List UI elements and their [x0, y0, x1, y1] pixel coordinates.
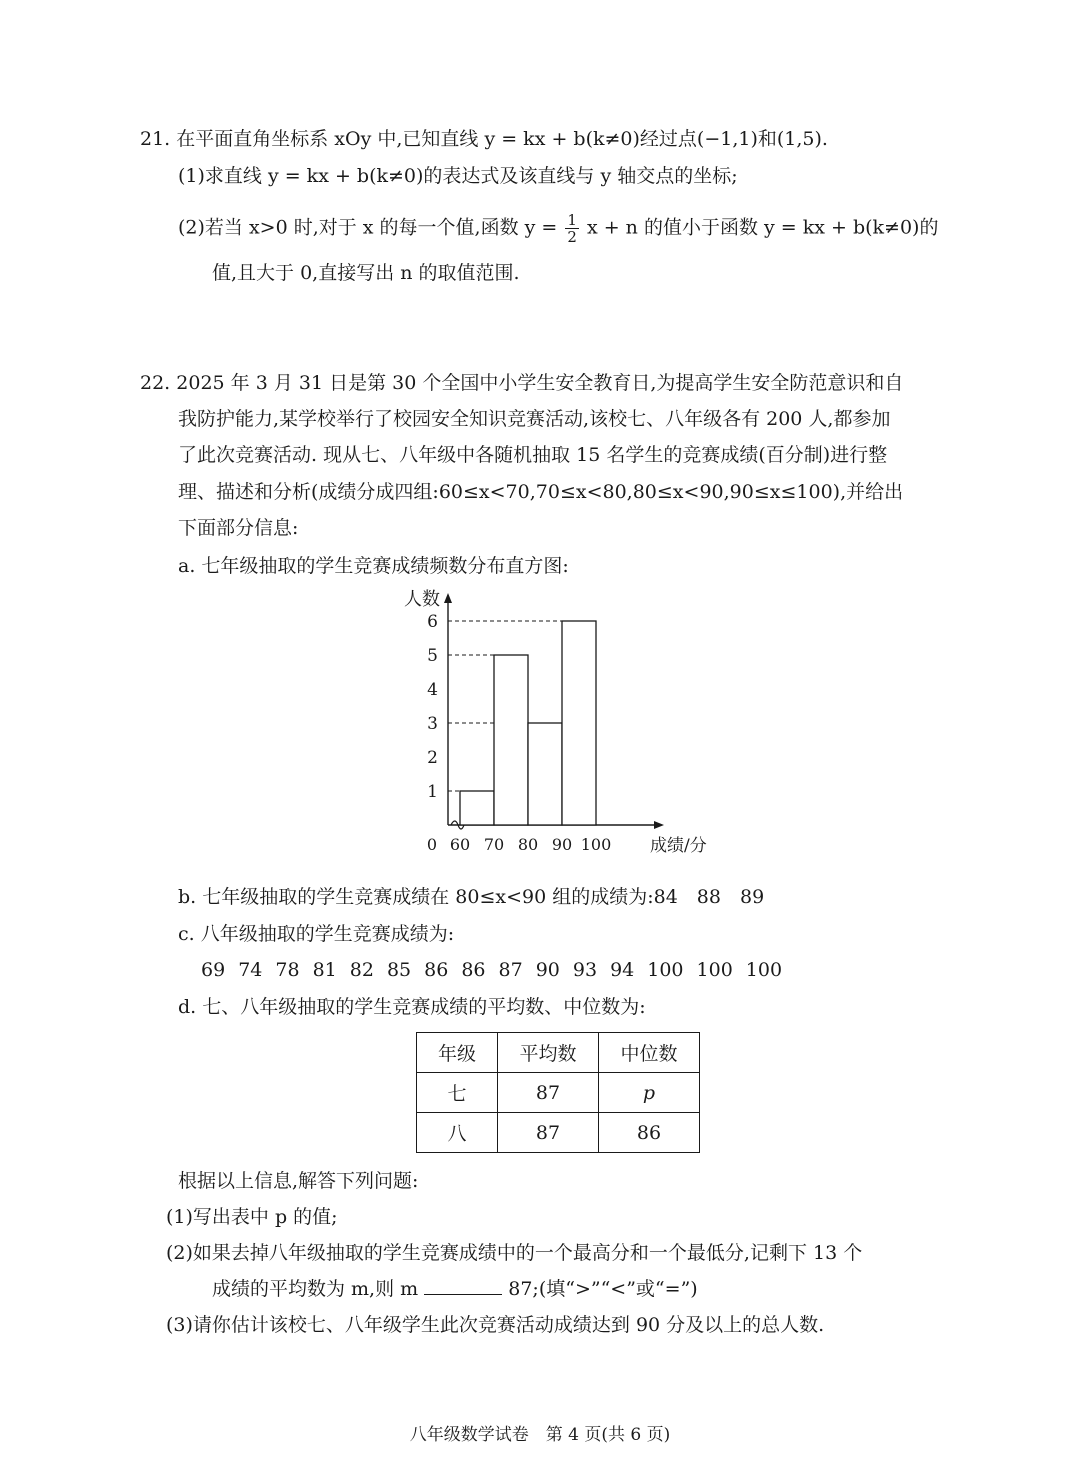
table-cell-mean: 87 [498, 1113, 599, 1153]
score-value: 100 [745, 959, 783, 981]
q21-number: 21. [140, 128, 171, 150]
score-value: 90 [535, 959, 560, 981]
table-cell-median: 86 [599, 1113, 700, 1153]
score-value: 85 [386, 959, 412, 981]
stats-table [416, 1032, 700, 1153]
q21-part1: (1)求直线 y = kx + b(k≠0)的表达式及该直线与 y 轴交点的坐标; [178, 165, 738, 187]
q22-d-label: d. 七、八年级抽取的学生竞赛成绩的平均数、中位数为: [178, 996, 646, 1018]
grade8-scores-list [201, 957, 795, 983]
table-row [417, 1113, 700, 1153]
q22-sub2-line-2 [212, 1276, 698, 1302]
q22-intro-line-4: 理、描述和分析(成绩分成四组:60≤x<70,70≤x<80,80≤x<90,90≤x≤100),并给出 [178, 481, 904, 503]
histogram-bar [562, 621, 596, 825]
q22-intro-line-5: 下面部分信息: [178, 517, 299, 539]
score-value: 78 [275, 959, 300, 981]
score-value: 82 [349, 959, 374, 981]
q22-sub3: (3)请你估计该校七、八年级学生此次竞赛活动成绩达到 90 分及以上的总人数. [166, 1314, 825, 1336]
q21-stem-line [140, 126, 828, 152]
y-tick-label: 4 [427, 680, 438, 700]
y-tick-label: 2 [427, 748, 438, 768]
score-value: 81 [312, 959, 337, 981]
fraction-denominator: 2 [567, 228, 577, 246]
x-tick-label: 100 [580, 835, 612, 854]
q22-a-label: a. 七年级抽取的学生竞赛成绩频数分布直方图: [178, 555, 569, 577]
table-header-median: 中位数 [599, 1033, 700, 1073]
table-cell-median: p [599, 1073, 700, 1113]
table-header-mean: 平均数 [498, 1033, 599, 1073]
score-value: 86 [461, 959, 486, 981]
x-tick-label: 70 [483, 835, 505, 854]
y-tick-label: 6 [427, 612, 438, 632]
origin-label: 0 [426, 835, 438, 854]
x-axis-arrow [654, 821, 664, 829]
q22-c-label: c. 八年级抽取的学生竞赛成绩为: [178, 923, 455, 945]
x-tick-label: 90 [551, 835, 573, 854]
y-tick-label: 1 [427, 782, 438, 802]
fraction-numerator: 1 [567, 211, 577, 229]
q22-b-label: b. 七年级抽取的学生竞赛成绩在 80≤x<90 组的成绩为:84 88 89 [178, 886, 765, 908]
histogram-chart [380, 585, 740, 870]
score-value: 86 [424, 959, 449, 981]
q22-intro-line-2: 我防护能力,某学校举行了校园安全知识竞赛活动,该校七、八年级各有 200 人,都参加 [178, 408, 891, 430]
score-value: 74 [238, 959, 263, 981]
score-value: 94 [610, 959, 635, 981]
y-tick-label: 3 [427, 714, 438, 734]
q22-sub1: (1)写出表中 p 的值; [166, 1206, 338, 1228]
table-cell-mean: 87 [498, 1073, 599, 1113]
x-tick-label: 60 [449, 835, 471, 854]
score-value: 100 [647, 959, 684, 981]
y-tick-label: 5 [427, 646, 438, 666]
q21-stem: 在平面直角坐标系 xOy 中,已知直线 y = kx + b(k≠0)经过点(−1,1)和(1,5). [176, 128, 828, 150]
y-axis-arrow [444, 593, 452, 603]
score-value: 93 [572, 959, 598, 981]
q22-intro-line-3: 了此次竞赛活动. 现从七、八年级中各随机抽取 15 名学生的竞赛成绩(百分制)进行整 [178, 444, 888, 466]
q22-intro-line-1 [140, 370, 903, 396]
x-tick-label: 80 [517, 835, 539, 854]
q22-answer-intro: 根据以上信息,解答下列问题: [178, 1170, 419, 1192]
q21-part2-c: 值,且大于 0,直接写出 n 的取值范围. [212, 262, 520, 284]
histogram-bar [460, 791, 494, 825]
score-value: 69 [201, 959, 226, 981]
q22-sub2-text-1: 成绩的平均数为 m,则 m [212, 1278, 419, 1300]
score-value: 87 [498, 959, 523, 981]
table-cell-grade: 七 [417, 1073, 498, 1113]
x-axis-title: 成绩/分 [650, 836, 707, 856]
histogram-bar [528, 723, 562, 825]
q22-sub2-text-2: 87;(填“>”“<”或“=”) [508, 1278, 698, 1300]
page-footer: 八年级数学试卷 第 4 页(共 6 页) [409, 1425, 671, 1445]
q22-sub2-line-1: (2)如果去掉八年级抽取的学生竞赛成绩中的一个最高分和一个最低分,记剩下 13 个 [166, 1242, 863, 1264]
q22-number: 22. [140, 372, 171, 394]
table-cell-grade: 八 [417, 1113, 498, 1153]
score-value: 100 [696, 959, 733, 981]
q21-part2-line [178, 212, 938, 245]
table-header-row [417, 1033, 700, 1073]
fraction-one-half [565, 212, 579, 245]
q22-intro-text-1: 2025 年 3 月 31 日是第 30 个全国中小学生安全教育日,为提高学生安全防范意识和自 [176, 372, 904, 394]
q21-part2-b: x + n 的值小于函数 y = kx + b(k≠0)的 [586, 216, 939, 239]
histogram-bar [494, 655, 528, 825]
answer-blank[interactable] [424, 1276, 502, 1295]
y-axis-title: 人数 [404, 589, 440, 610]
table-header-grade: 年级 [417, 1033, 498, 1073]
table-row [417, 1073, 700, 1113]
q21-part2-a: (2)若当 x>0 时,对于 x 的每一个值,函数 y = [178, 216, 558, 239]
